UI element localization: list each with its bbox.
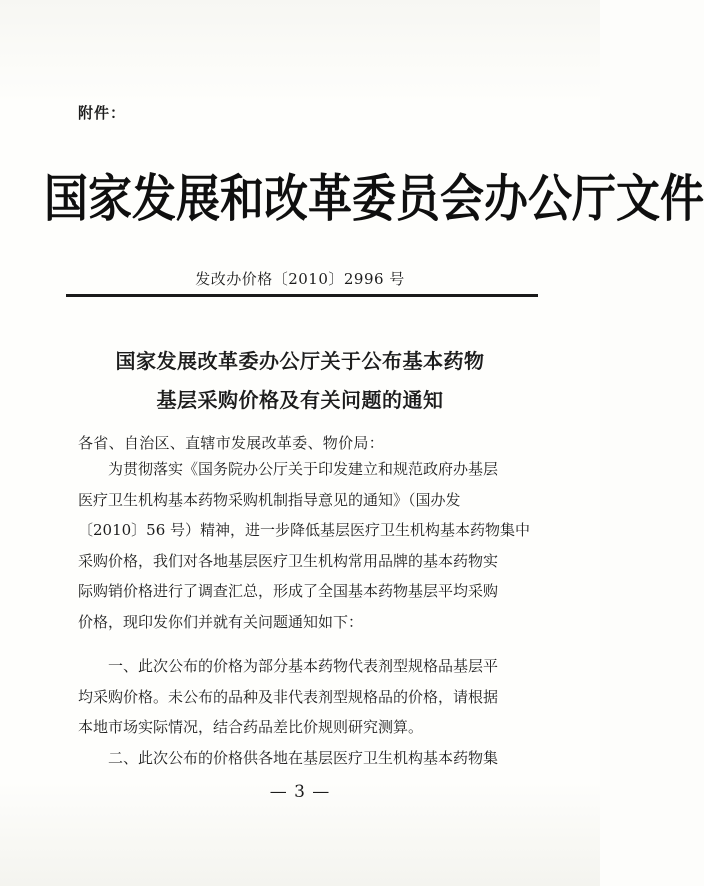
body-paragraph-2 <box>78 651 534 743</box>
paragraph-line: 医疗卫生机构基本药物采购机制指导意见的通知》（国办发 <box>78 490 461 509</box>
paragraph-line: 二、此次公布的价格供各地在基层医疗卫生机构基本药物集 <box>108 749 499 767</box>
addressee: 各省、自治区、直辖市发展改革委、物价局： <box>78 434 385 452</box>
paragraph-line: 采购价格，我们对各地基层医疗卫生机构常用品牌的基本药物实 <box>78 551 499 570</box>
paragraph-line: 均采购价格。未公布的品种及非代表剂型规格品的价格，请根据 <box>78 687 499 706</box>
body-paragraph-1 <box>78 454 534 637</box>
body-paragraph-3 <box>78 743 534 774</box>
notice-title-line-2: 基层采购价格及有关问题的通知 <box>156 388 444 412</box>
paragraph-line: 一、此次公布的价格为部分基本药物代表剂型规格品基层平 <box>108 657 499 675</box>
masthead-title: 国家发展和改革委员会办公厅文件 <box>44 169 704 229</box>
paragraph-line: 价格，现印发你们并就有关问题通知如下： <box>78 612 364 631</box>
paragraph-line: 〔2010〕56 号）精神，进一步降低基层医疗卫生机构基本药物集中 <box>78 521 531 539</box>
document-number: 发改办价格〔2010〕2996 号 <box>195 270 405 288</box>
attachment-label: 附件： <box>78 104 127 122</box>
notice-title-line-1: 国家发展改革委办公厅关于公布基本药物 <box>115 349 485 373</box>
paragraph-line: 际购销价格进行了调查汇总，形成了全国基本药物基层平均采购 <box>78 582 499 600</box>
page-number: — 3 — <box>269 782 331 802</box>
paragraph-line: 本地市场实际情况，结合药品差比价规则研究测算。 <box>78 718 424 736</box>
paragraph-line: 为贯彻落实《国务院办公厅关于印发建立和规范政府办基层 <box>108 460 499 478</box>
masthead-divider <box>66 294 538 297</box>
